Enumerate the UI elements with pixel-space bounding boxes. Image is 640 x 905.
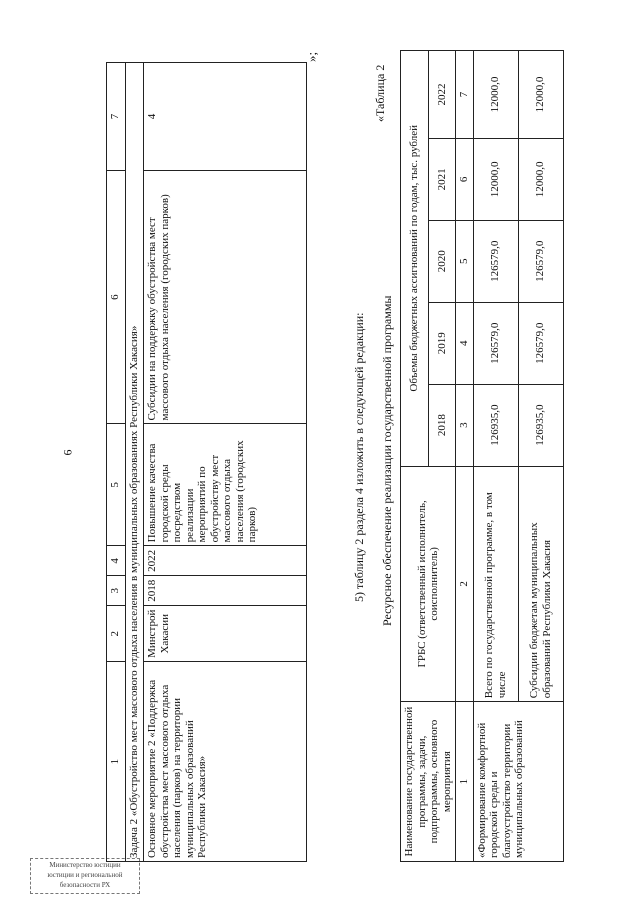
- stamp-line: безопасности РХ: [59, 881, 111, 889]
- header-name: Наименование государственной программы, задачи, подпрограммы, основного мероприятия: [401, 702, 456, 862]
- activities-table: [106, 62, 307, 862]
- column-number: 7: [107, 63, 126, 171]
- indicator-link: 4: [144, 63, 307, 171]
- column-number: 5: [107, 424, 126, 546]
- year-header: 2018: [428, 384, 456, 466]
- table-row: [144, 63, 307, 862]
- start-year: 2018: [144, 576, 307, 606]
- table-row: [473, 51, 518, 862]
- table-heading: Ресурсное обеспечение реализации государственной программы: [380, 295, 394, 626]
- column-number: 4: [456, 302, 474, 384]
- expected-result: Повышение качества городской среды посредством реализации мероприятий по обустройству мест массового отдыха населения (городских парков): [144, 424, 307, 546]
- value-cell: 126935,0: [473, 384, 518, 466]
- column-number: 1: [107, 662, 126, 862]
- value-cell: 126579,0: [518, 302, 563, 384]
- value-cell: 12000,0: [518, 51, 563, 139]
- value-cell: 126935,0: [518, 384, 563, 466]
- column-number: 5: [456, 220, 474, 302]
- column-number: 2: [107, 606, 126, 662]
- row-label: Всего по государственной программе, в том числе: [473, 466, 518, 702]
- row-label: Субсидии бюджетам муниципальных образований Республики Хакасия: [518, 466, 563, 702]
- table-label: «Таблица 2: [373, 64, 387, 122]
- task-row: [126, 63, 144, 862]
- value-cell: 126579,0: [518, 220, 563, 302]
- program-name: «Формирование комфортной городской среды и благоустройство территории муниципальных образований: [473, 702, 563, 862]
- value-cell: 126579,0: [473, 220, 518, 302]
- end-year: 2022: [144, 546, 307, 576]
- column-number: 4: [107, 546, 126, 576]
- value-cell: 12000,0: [518, 138, 563, 220]
- header-grbs: ГРБС (ответственный исполнитель, соисполнитель): [401, 466, 456, 702]
- amendment-text: 5) таблицу 2 раздела 4 изложить в следующей редакции:: [352, 312, 366, 602]
- indicator: Субсидии на поддержку обустройства мест массового отдыха населения (городских парков): [144, 170, 307, 424]
- value-cell: 12000,0: [473, 138, 518, 220]
- header-budget: Объемы бюджетных ассигнований по годам, тыс. рублей: [401, 51, 429, 467]
- activity-name: Основное мероприятие 2 «Поддержка обустройства мест массового отдыха населения (парков) на территории муниципальных образований Республики Хакасия»: [144, 662, 307, 862]
- column-number: 6: [107, 170, 126, 424]
- column-number: 2: [456, 466, 474, 702]
- year-header: 2019: [428, 302, 456, 384]
- executor: Минстрой Хакасии: [144, 606, 307, 662]
- year-header: 2022: [428, 51, 456, 139]
- column-number-row: [107, 63, 126, 862]
- resource-table: [400, 50, 564, 862]
- rotated-page-content: [10, 22, 630, 882]
- closing-quote: »;: [304, 51, 319, 62]
- value-cell: 126579,0: [473, 302, 518, 384]
- task-title: Задача 2 «Обустройство мест массового отдыха населения в муниципальных образованиях Республики Хакасия»: [126, 63, 144, 862]
- year-header: 2021: [428, 138, 456, 220]
- column-number: 3: [107, 576, 126, 606]
- year-header: 2020: [428, 220, 456, 302]
- column-number: 6: [456, 138, 474, 220]
- column-number-row: [456, 51, 474, 862]
- column-number: 7: [456, 51, 474, 139]
- page-number: 6: [60, 449, 75, 456]
- column-number: 1: [456, 702, 474, 862]
- column-number: 3: [456, 384, 474, 466]
- value-cell: 12000,0: [473, 51, 518, 139]
- stamp-line: юстиции и региональной: [47, 871, 123, 879]
- header-row: [401, 51, 429, 862]
- stamp-line: Министерство юстиции: [49, 861, 121, 869]
